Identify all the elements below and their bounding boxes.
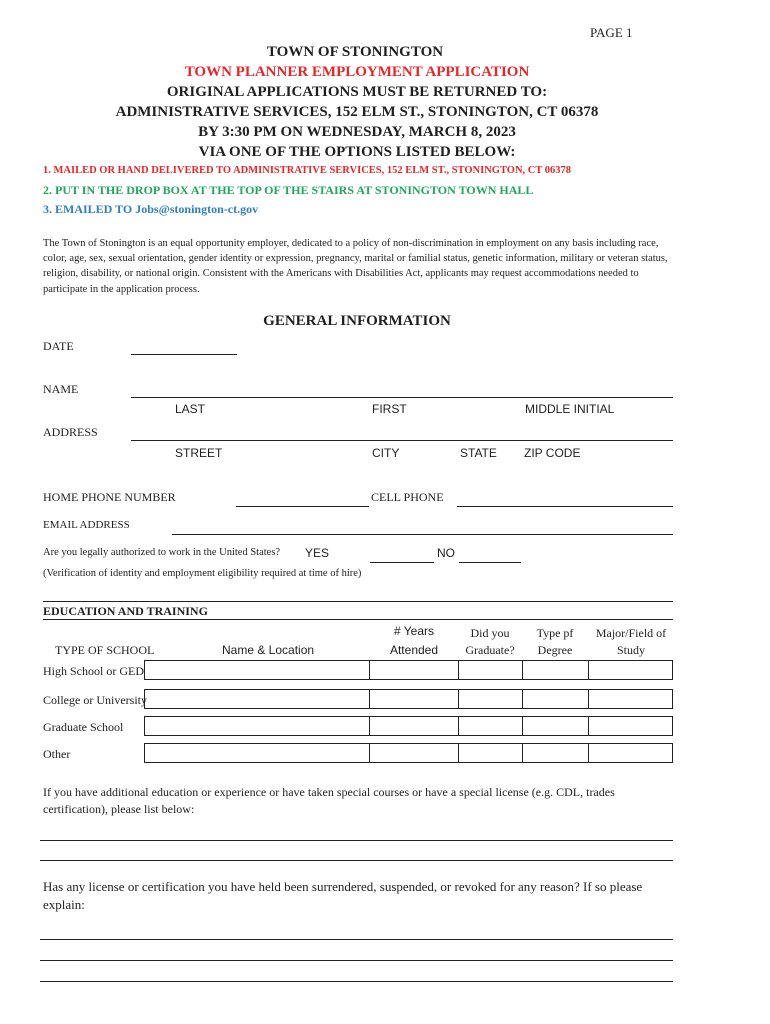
- table-row[interactable]: [144, 689, 673, 709]
- col-name-location: Name & Location: [222, 643, 315, 657]
- table-row[interactable]: [144, 660, 673, 680]
- return-address: ADMINISTRATIVE SERVICES, 152 ELM ST., STONINGTON, CT 06378: [115, 104, 599, 120]
- cell-phone-field[interactable]: [457, 492, 673, 507]
- col-graduated-line2: Graduate?: [465, 643, 515, 657]
- col-degree-line2: Degree: [537, 643, 573, 657]
- address-state-label: STATE: [460, 446, 497, 460]
- date-label: DATE: [43, 339, 74, 353]
- address-label: ADDRESS: [43, 425, 98, 439]
- yes-field[interactable]: [370, 548, 434, 563]
- name-first-label: FIRST: [372, 402, 407, 416]
- address-field[interactable]: [131, 426, 673, 441]
- town-name: TOWN OF STONINGTON: [266, 44, 444, 60]
- col-graduated-line1: Did you: [470, 626, 510, 640]
- license-line-1[interactable]: [40, 939, 673, 940]
- row-label-graduate-school: Graduate School: [43, 720, 124, 734]
- name-last-label: LAST: [175, 402, 206, 416]
- row-label-college: College or University: [43, 693, 147, 707]
- col-major-line2: Study: [616, 643, 645, 657]
- row-label-other: Other: [43, 747, 71, 761]
- license-revoked-prompt: Has any license or certification you have held been surrendered, suspended, or revoked for any reason? If so please explain:: [43, 879, 643, 912]
- name-middle-initial-label: MIDDLE INITIAL: [525, 402, 615, 416]
- eeo-statement: The Town of Stonington is an equal opportunity employer, dedicated to a policy of non-discrimination in employment on any basis including race, color, age, sex, sexual orientation, gender identity or expression, pregnancy, marital or familial status, genetic information, military or veteran status, religion, disability, or national origin. Consistent with the Americans with Disabilities Act, applicants may request accommodations needed to participate in the application process.: [43, 238, 668, 295]
- address-zip-label: ZIP CODE: [524, 446, 581, 460]
- options-heading: VIA ONE OF THE OPTIONS LISTED BELOW:: [198, 144, 516, 160]
- license-line-3[interactable]: [40, 981, 673, 982]
- no-label: NO: [437, 546, 455, 560]
- col-major-line1: Major/Field of: [595, 626, 667, 640]
- education-divider-top: [43, 601, 673, 602]
- home-phone-label: HOME PHONE NUMBER: [43, 490, 176, 504]
- col-degree-line1: Type pf: [536, 626, 574, 640]
- date-field[interactable]: [131, 340, 237, 355]
- yes-label: YES: [305, 546, 330, 560]
- deadline: BY 3:30 PM ON WEDNESDAY, MARCH 8, 2023: [198, 124, 516, 140]
- col-years-line2: Attended: [389, 643, 439, 657]
- option-email[interactable]: 3. EMAILED TO Jobs@stonington-ct.gov: [43, 202, 259, 216]
- col-type-of-school: TYPE OF SCHOOL: [55, 643, 155, 657]
- additional-education-prompt: If you have additional education or experience or have taken special courses or have a special license (e.g. CDL, trades certification), please list below:: [43, 785, 615, 816]
- table-row[interactable]: [144, 743, 673, 763]
- application-title: TOWN PLANNER EMPLOYMENT APPLICATION: [184, 64, 530, 80]
- table-row[interactable]: [144, 716, 673, 736]
- license-line-2[interactable]: [40, 960, 673, 961]
- row-label-high-school: High School or GED: [43, 664, 144, 678]
- address-street-label: STREET: [175, 446, 223, 460]
- name-label: NAME: [43, 382, 79, 396]
- option-drop-box: 2. PUT IN THE DROP BOX AT THE TOP OF THE STAIRS AT STONINGTON TOWN HALL: [43, 183, 534, 197]
- email-field[interactable]: [172, 520, 673, 535]
- additional-line-1[interactable]: [40, 840, 673, 841]
- cell-phone-label: CELL PHONE: [371, 490, 444, 504]
- return-instruction: ORIGINAL APPLICATIONS MUST BE RETURNED TO:: [166, 84, 548, 100]
- option-mail: 1. MAILED OR HAND DELIVERED TO ADMINISTRATIVE SERVICES, 152 ELM ST., STONINGTON, CT 06378: [43, 165, 572, 176]
- additional-line-2[interactable]: [40, 860, 673, 861]
- address-city-label: CITY: [372, 446, 400, 460]
- verification-note: (Verification of identity and employment eligibility required at time of hire): [43, 568, 362, 579]
- education-heading: EDUCATION AND TRAINING: [43, 604, 208, 618]
- home-phone-field[interactable]: [236, 492, 369, 507]
- page-number: PAGE 1: [590, 25, 633, 40]
- col-years-line1: # Years: [393, 624, 435, 638]
- work-authorization-question: Are you legally authorized to work in the United States?: [43, 547, 281, 558]
- general-information-heading: GENERAL INFORMATION: [263, 313, 451, 329]
- no-field[interactable]: [459, 548, 521, 563]
- email-label: EMAIL ADDRESS: [43, 519, 130, 531]
- name-field[interactable]: [131, 383, 673, 398]
- education-divider-under-heading: [43, 619, 673, 620]
